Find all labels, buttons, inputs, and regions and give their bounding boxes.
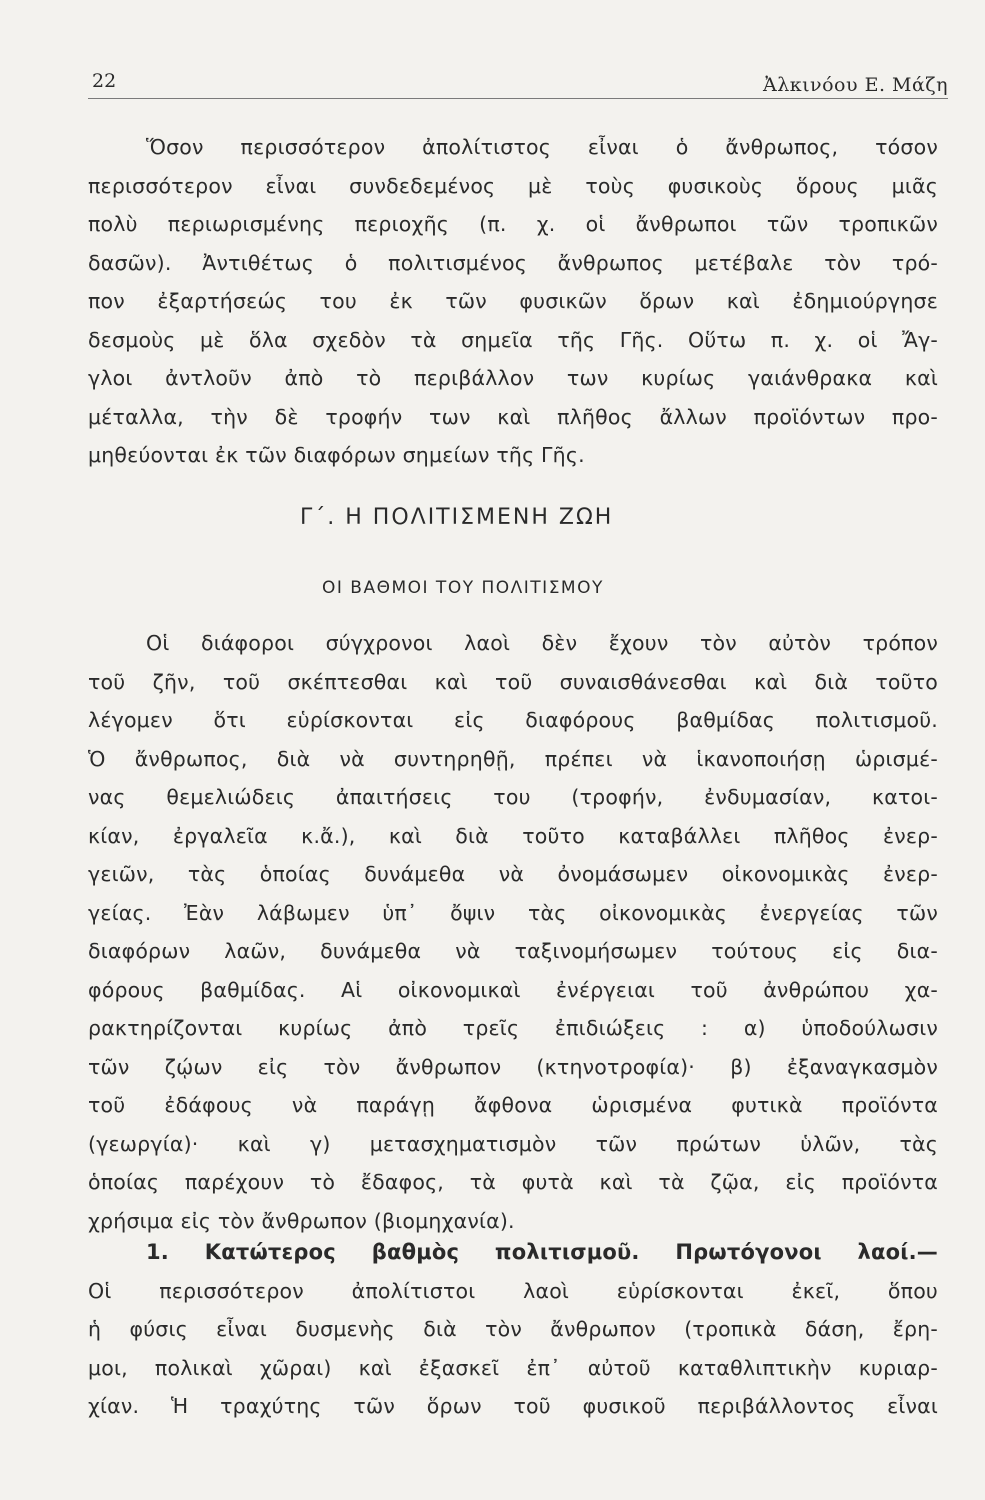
text-line: Οἱ διάφοροι σύγχρονοι λαοὶ δὲν ἔχουν τὸν αὐτὸν τρόπον xyxy=(146,631,938,655)
text-line: νας θεμελιώδεις ἀπαιτήσεις του (τροφήν, ἐνδυμασίαν, κατοι- xyxy=(88,785,938,809)
text-line: δεσμοὺς μὲ ὅλα σχεδὸν τὰ σημεῖα τῆς Γῆς. Οὕτω π. χ. οἱ Ἄγ- xyxy=(88,327,938,352)
text-line: Ὅσον περισσότερον ἀπολίτιστος εἶναι ὁ ἄνθρωπος, τόσον xyxy=(146,135,938,159)
text-line: Οἱ περισσότερον ἀπολίτιστοι λαοὶ εὑρίσκονται ἐκεῖ, ὅπου xyxy=(88,1278,938,1303)
text-line: Ὁ ἄνθρωπος, διὰ νὰ συντηρηθῇ, πρέπει νὰ ἱκανοποιήσῃ ὡρισμέ- xyxy=(88,746,938,771)
text-line: διαφόρων λαῶν, δυνάμεθα νὰ ταξινομήσωμεν τούτους εἰς δια- xyxy=(88,939,938,963)
section-heading: Γ΄. Η ΠΟΛΙΤΙΣΜΕΝΗ ΖΩΗ xyxy=(300,505,614,530)
text-line: δασῶν). Ἀντιθέτως ὁ πολιτισμένος ἄνθρωπος μετέβαλε τὸν τρό- xyxy=(88,250,938,275)
paragraph-3 xyxy=(88,1233,938,1426)
text-line: κίαν, ἐργαλεῖα κ.ἄ.), καὶ διὰ τοῦτο καταβάλλει πλῆθος ἐνερ- xyxy=(88,823,938,848)
text-line: (γεωργία)· καὶ γ) μετασχηματισμὸν τῶν πρώτων ὑλῶν, τὰς xyxy=(88,1131,938,1156)
paragraph-2 xyxy=(88,624,938,1240)
text-line: ἡ φύσις εἶναι δυσμενὴς διὰ τὸν ἄνθρωπον (τροπικὰ δάση, ἔρη- xyxy=(88,1317,938,1341)
text-line: λέγομεν ὅτι εὑρίσκονται εἰς διαφόρους βαθμίδας πολιτισμοῦ. xyxy=(88,708,938,732)
paragraph-heading xyxy=(88,1233,938,1272)
text-line: ὁποίας παρέχουν τὸ ἔδαφος, τὰ φυτὰ καὶ τὰ ζῷα, εἰς προϊόντα xyxy=(88,1170,938,1194)
text-line: περισσότερον εἶναι συνδεδεμένος μὲ τοὺς φυσικοὺς ὅρους μιᾶς xyxy=(88,173,938,198)
running-head: Ἀλκινόου Ε. Μάζη xyxy=(762,74,948,96)
text-line: γείας. Ἐὰν λάβωμεν ὑπ᾽ ὄψιν τὰς οἰκονομικὰς ἐνεργείας τῶν xyxy=(88,900,938,925)
text-line: γειῶν, τὰς ὁποίας δυνάμεθα νὰ ὀνομάσωμεν οἰκονομικὰς ἐνερ- xyxy=(88,862,938,886)
page-number: 22 xyxy=(92,70,117,92)
text-line: πον ἐξαρτήσεώς του ἐκ τῶν φυσικῶν ὅρων καὶ ἐδημιούργησε xyxy=(88,289,938,313)
text-line: πολὺ περιωρισμένης περιοχῆς (π. χ. οἱ ἄνθρωποι τῶν τροπικῶν xyxy=(88,212,938,236)
text-line: μέταλλα, τὴν δὲ τροφήν των καὶ πλῆθος ἄλλων προϊόντων προ- xyxy=(88,404,938,429)
text-line: φόρους βαθμίδας. Αἱ οἰκονομικαὶ ἐνέργειαι τοῦ ἀνθρώπου χα- xyxy=(88,977,938,1002)
text-line: ρακτηρίζονται κυρίως ἀπὸ τρεῖς ἐπιδιώξεις : α) ὑποδούλωσιν xyxy=(88,1016,938,1040)
text-line: χρήσιμα εἰς τὸν ἄνθρωπον (βιομηχανία). xyxy=(88,1208,515,1233)
text-line: μοι, πολικαὶ χῶραι) καὶ ἐξασκεῖ ἐπ᾽ αὐτοῦ καταθλιπτικὴν κυριαρ- xyxy=(88,1355,938,1380)
text-line: χίαν. Ἡ τραχύτης τῶν ὅρων τοῦ φυσικοῦ περιβάλλοντος εἶναι xyxy=(88,1394,938,1418)
page-header xyxy=(88,70,948,98)
paragraph-heading-text: 1. Κατώτερος βαθμὸς πολιτισμοῦ. Πρωτόγονοι λαοί.— xyxy=(146,1240,938,1264)
header-rule xyxy=(88,98,948,99)
paragraph-1 xyxy=(88,128,938,475)
text-line: τοῦ ἐδάφους νὰ παράγῃ ἄφθονα ὡρισμένα φυτικὰ προϊόντα xyxy=(88,1093,938,1117)
text-line: τοῦ ζῆν, τοῦ σκέπτεσθαι καὶ τοῦ συναισθάνεσθαι καὶ διὰ τοῦτο xyxy=(88,669,938,694)
sub-heading: ΟΙ ΒΑΘΜΟΙ ΤΟΥ ΠΟΛΙΤΙΣΜΟΥ xyxy=(322,578,604,598)
text-line: γλοι ἀντλοῦν ἀπὸ τὸ περιβάλλον των κυρίως γαιάνθρακα καὶ xyxy=(88,366,938,390)
text-line: τῶν ζῴων εἰς τὸν ἄνθρωπον (κτηνοτροφία)· β) ἐξαναγκασμὸν xyxy=(88,1054,938,1079)
text-line: μηθεύονται ἐκ τῶν διαφόρων σημείων τῆς Γῆς. xyxy=(88,443,585,467)
